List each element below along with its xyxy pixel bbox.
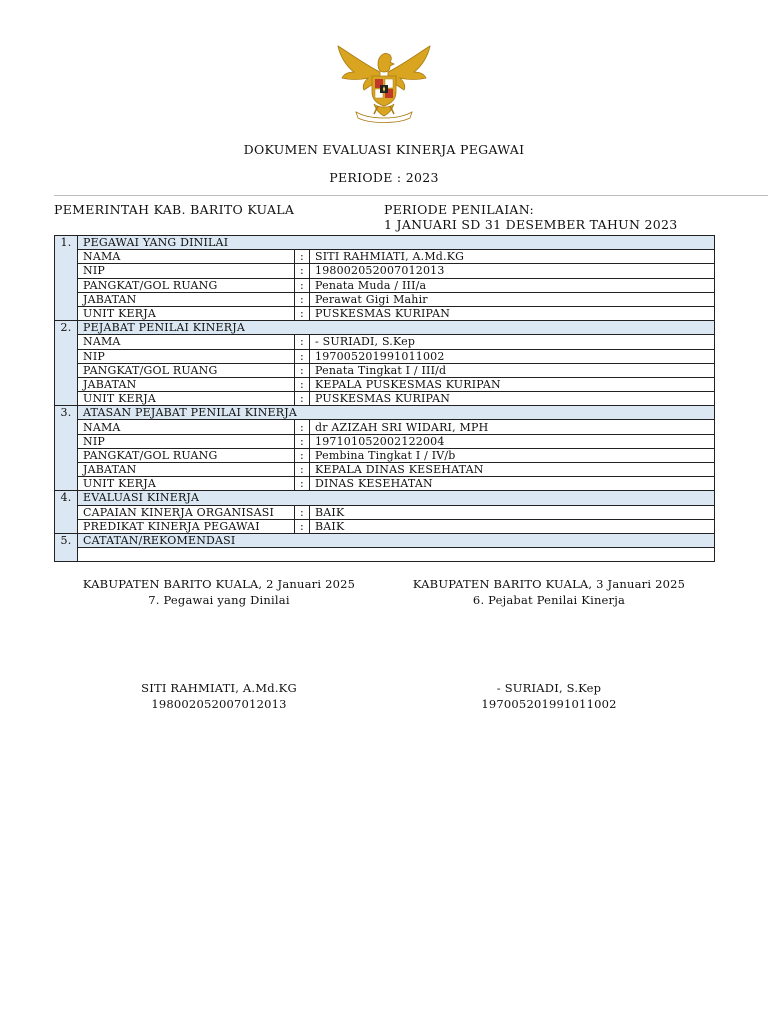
field-value: SITI RAHMIATI, A.Md.KG: [310, 250, 715, 264]
table-row: [55, 377, 715, 391]
field-label: NIP: [78, 264, 295, 278]
table-row: [55, 349, 715, 363]
colon: :: [295, 292, 310, 306]
field-value: PUSKESMAS KURIPAN: [310, 306, 715, 320]
field-label: JABATAN: [78, 292, 295, 306]
colon: :: [295, 306, 310, 320]
field-value: Penata Muda / III/a: [310, 278, 715, 292]
table-row: [55, 463, 715, 477]
section-number: 2.: [55, 321, 78, 406]
table-row: [55, 477, 715, 491]
colon: :: [295, 278, 310, 292]
section-number: 3.: [55, 406, 78, 491]
colon: :: [295, 519, 310, 533]
signature-role: 6. Pejabat Penilai Kinerja: [472, 592, 626, 607]
assessment-period-label: PERIODE PENILAIAN:: [384, 202, 535, 217]
colon: :: [295, 335, 310, 349]
colon: :: [295, 420, 310, 434]
assessment-period-range: 1 JANUARI SD 31 DESEMBER TAHUN 2023: [384, 217, 678, 232]
signer-nip: 198002052007012013: [151, 696, 287, 711]
section-header-row: [55, 491, 715, 505]
field-label: NIP: [78, 434, 295, 448]
field-value: BAIK: [310, 519, 715, 533]
table-row: [55, 420, 715, 434]
colon: :: [295, 477, 310, 491]
signature-right-header: [394, 577, 704, 608]
signature-left-header: [64, 577, 374, 608]
document-title: DOKUMEN EVALUASI KINERJA PEGAWAI: [243, 142, 525, 157]
table-row: [55, 505, 715, 519]
field-label: UNIT KERJA: [78, 306, 295, 320]
field-value: dr AZIZAH SRI WIDARI, MPH: [310, 420, 715, 434]
field-value: Perawat Gigi Mahir: [310, 292, 715, 306]
signature-right-footer: [394, 681, 704, 712]
field-label: PANGKAT/GOL RUANG: [78, 363, 295, 377]
field-value: KEPALA PUSKESMAS KURIPAN: [310, 377, 715, 391]
field-value: PUSKESMAS KURIPAN: [310, 392, 715, 406]
field-value: Pembina Tingkat I / IV/b: [310, 448, 715, 462]
header-divider: [54, 195, 768, 196]
field-label: NIP: [78, 349, 295, 363]
signature-role: 7. Pegawai yang Dinilai: [148, 592, 290, 607]
field-label: NAMA: [78, 335, 295, 349]
section-header-row: [55, 406, 715, 420]
garuda-emblem-icon: [334, 42, 434, 124]
signer-name: - SURIADI, S.Kep: [496, 681, 602, 695]
section-number: 5.: [55, 533, 78, 561]
evaluation-table: [54, 235, 715, 562]
colon: :: [295, 377, 310, 391]
section-title: EVALUASI KINERJA: [78, 491, 715, 505]
table-row: [55, 335, 715, 349]
notes-row: [55, 548, 715, 562]
colon: :: [295, 463, 310, 477]
signature-place-date: KABUPATEN BARITO KUALA, 3 Januari 2025: [412, 577, 686, 591]
field-value: - SURIADI, S.Kep: [310, 335, 715, 349]
colon: :: [295, 264, 310, 278]
table-row: [55, 448, 715, 462]
field-value: BAIK: [310, 505, 715, 519]
field-label: JABATAN: [78, 463, 295, 477]
colon: :: [295, 434, 310, 448]
signer-nip: 197005201991011002: [481, 696, 617, 711]
field-label: JABATAN: [78, 377, 295, 391]
section-title: PEJABAT PENILAI KINERJA: [78, 321, 715, 335]
field-value: Penata Tingkat I / III/d: [310, 363, 715, 377]
field-label: NAMA: [78, 420, 295, 434]
table-row: [55, 250, 715, 264]
field-label: PANGKAT/GOL RUANG: [78, 448, 295, 462]
section-number: 1.: [55, 236, 78, 321]
section-header-row: [55, 321, 715, 335]
field-value: 197005201991011002: [310, 349, 715, 363]
section-title: ATASAN PEJABAT PENILAI KINERJA: [78, 406, 715, 420]
colon: :: [295, 505, 310, 519]
table-row: [55, 519, 715, 533]
table-row: [55, 434, 715, 448]
notes-field: [78, 548, 715, 562]
section-title: CATATAN/REKOMENDASI: [78, 533, 715, 547]
section-header-row: [55, 236, 715, 250]
table-row: [55, 392, 715, 406]
institution-name: PEMERINTAH KAB. BARITO KUALA: [54, 202, 295, 217]
section-number: 4.: [55, 491, 78, 534]
field-label: PREDIKAT KINERJA PEGAWAI: [78, 519, 295, 533]
colon: :: [295, 349, 310, 363]
table-row: [55, 363, 715, 377]
colon: :: [295, 392, 310, 406]
section-title: PEGAWAI YANG DINILAI: [78, 236, 715, 250]
colon: :: [295, 448, 310, 462]
section-header-row: [55, 533, 715, 547]
field-value: KEPALA DINAS KESEHATAN: [310, 463, 715, 477]
colon: :: [295, 363, 310, 377]
field-label: NAMA: [78, 250, 295, 264]
signature-place-date: KABUPATEN BARITO KUALA, 2 Januari 2025: [82, 577, 356, 591]
field-value: 198002052007012013: [310, 264, 715, 278]
colon: :: [295, 250, 310, 264]
field-label: UNIT KERJA: [78, 477, 295, 491]
table-row: [55, 278, 715, 292]
field-value: 197101052002122004: [310, 434, 715, 448]
field-value: DINAS KESEHATAN: [310, 477, 715, 491]
table-row: [55, 306, 715, 320]
signature-left-footer: [64, 681, 374, 712]
field-label: PANGKAT/GOL RUANG: [78, 278, 295, 292]
signer-name: SITI RAHMIATI, A.Md.KG: [141, 681, 297, 695]
table-row: [55, 292, 715, 306]
field-label: UNIT KERJA: [78, 392, 295, 406]
table-row: [55, 264, 715, 278]
field-label: CAPAIAN KINERJA ORGANISASI: [78, 505, 295, 519]
period-year: PERIODE : 2023: [329, 170, 439, 185]
assessment-period: [384, 202, 678, 232]
